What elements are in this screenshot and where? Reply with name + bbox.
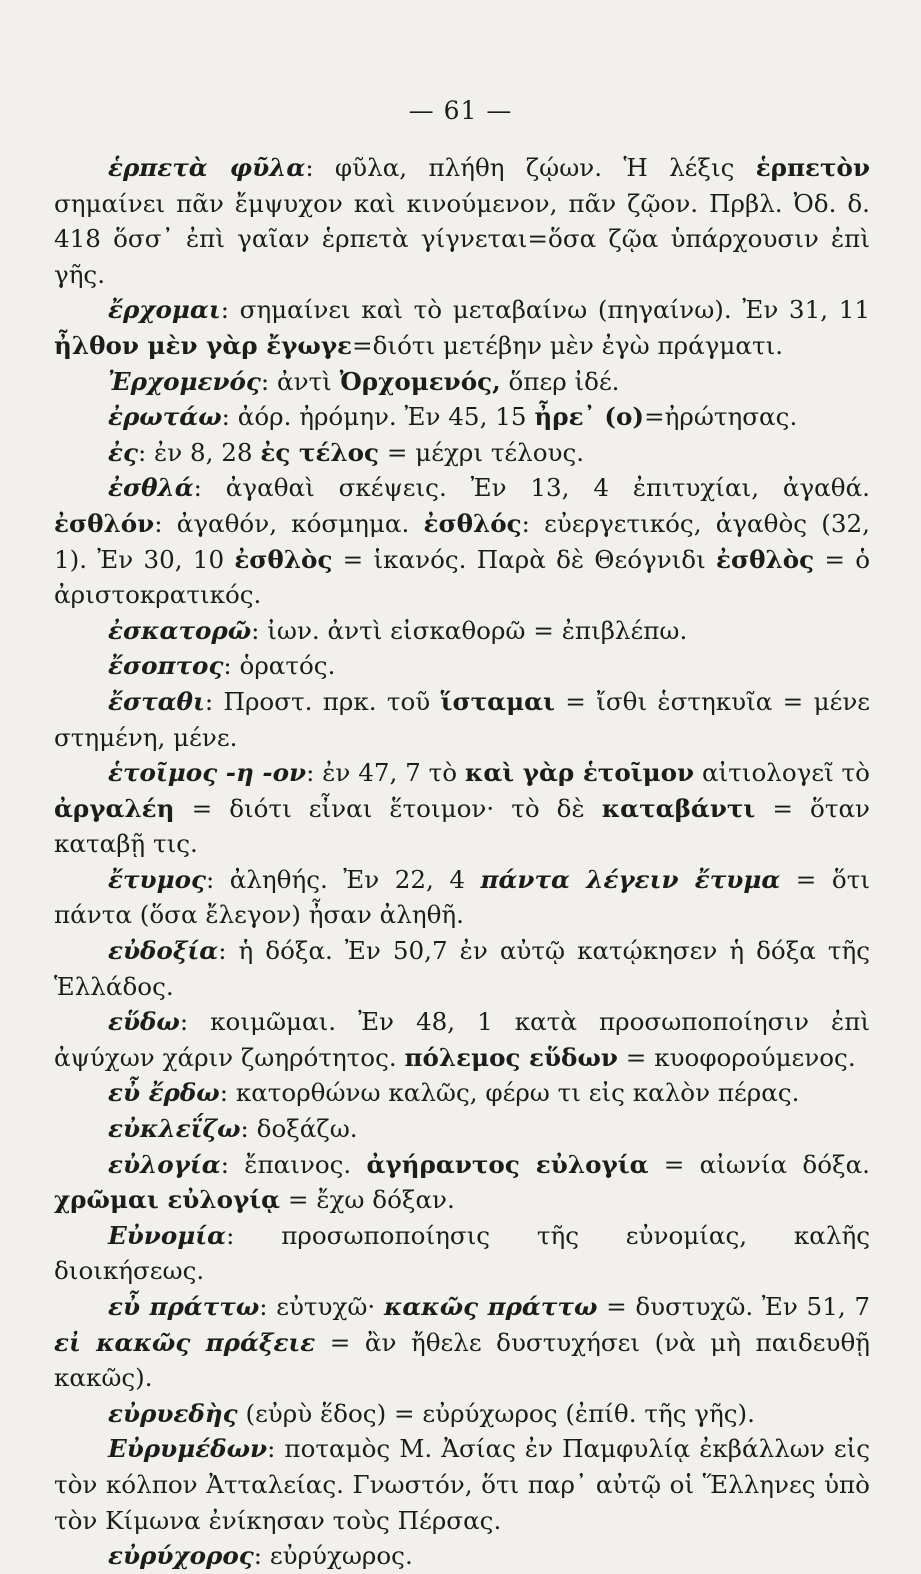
dictionary-entry <box>54 1111 870 1147</box>
entry-emphasis: ἐσθλόν <box>54 508 155 538</box>
dictionary-entry <box>54 1538 870 1574</box>
entry-text: ὅπερ ἰδέ. <box>500 366 620 396</box>
entry-headword: Εὐρυμέδων <box>108 1434 268 1464</box>
entry-text: : προσωποποίησις τῆς εὐνομίας, καλῆς διοικήσεως. <box>54 1220 870 1286</box>
entry-headword: Εὐνομία <box>108 1220 227 1250</box>
dictionary-entry <box>54 684 870 755</box>
entry-emphasis: πόλεμος εὕδων <box>404 1042 618 1072</box>
entry-headword: εὐλογία <box>108 1149 221 1179</box>
dictionary-entry <box>54 150 870 292</box>
entry-text: = ὁ ἀριστοκρατικός. <box>54 544 870 610</box>
entry-text: : δοξάζω. <box>240 1114 358 1144</box>
dictionary-entry <box>54 1004 870 1075</box>
entry-text: = ἂν ἤθελε δυστυχήσει (νὰ μὴ παιδευθῇ κακῶς). <box>54 1327 870 1393</box>
entry-text: : ὁρατός. <box>223 651 336 681</box>
entry-text: : ἐν 47, 7 τὸ <box>306 758 465 788</box>
entry-text: : ἐν 8, 28 <box>137 437 261 467</box>
entry-text: (εὐρὺ ἕδος) = εὐρύχωρος (ἐπίθ. τῆς γῆς). <box>237 1398 755 1428</box>
entry-emphasis: ἦρε᾽ (ο) <box>534 402 645 432</box>
dictionary-entry <box>54 648 870 684</box>
entry-emphasis: καταβάντι <box>601 793 756 823</box>
entry-emphasis: ἐς τέλος <box>260 437 380 467</box>
entry-headword: εὖ πράττω <box>108 1292 260 1321</box>
entry-text: = ἱκανός. Παρὰ δὲ Θεόγνιδι <box>332 544 716 574</box>
entry-headword: εὐρύχορος <box>108 1541 254 1571</box>
entry-emphasis: ἑρπετὸν <box>755 153 871 182</box>
entry-text: σημαίνει πᾶν ἔμψυχον καὶ κινούμενον, πᾶν ζῷον. Πρβλ. Ὀδ. δ. 418 ὅσσ᾽ ἐπὶ γαῖαν ἑρπετὰ γίγνεται=ὅσα ζῷα ὑπάρχουσιν ἐπὶ γῆς. <box>54 188 870 289</box>
entry-text: : ἰων. ἀντὶ εἰσκαθορῶ = ἐπιβλέπω. <box>251 615 688 645</box>
entry-emphasis: ἐσθλὸς <box>716 544 815 574</box>
entry-emphasis: πάντα λέγειν ἔτυμα <box>480 864 781 894</box>
entry-emphasis: χρῶμαι εὐλογίᾳ <box>54 1185 281 1215</box>
entry-text: : ποταμὸς Μ. Ἀσίας ἐν Παμφυλίᾳ ἐκβάλλων εἰς τὸν κόλπον Ἀτταλείας. Γνωστόν, ὅτι παρ᾽ αὐτῷ οἱ Ἕλληνες ὑπὸ τὸν Κίμωνα ἐνίκησαν τοὺς Πέρσας. <box>54 1434 870 1535</box>
dictionary-entry <box>54 1396 870 1432</box>
dictionary-body <box>54 150 870 1574</box>
entry-headword: ἔσταθι <box>108 686 205 716</box>
entry-headword: ἐσκατορῶ <box>108 615 252 645</box>
entry-text: : εὐτυχῶ· <box>259 1292 384 1321</box>
entry-headword: ἐς <box>108 437 138 467</box>
entry-emphasis: καὶ γὰρ ἑτοῖμον <box>464 758 695 788</box>
entry-text: = ὅταν καταβῇ τις. <box>54 793 870 859</box>
dictionary-entry <box>54 1218 870 1289</box>
entry-headword: ἐρωτάω <box>108 402 222 432</box>
entry-text: : ἀόρ. ἠρόμην. Ἐν 45, 15 <box>221 402 535 432</box>
dictionary-entry <box>54 470 870 612</box>
entry-text: = μέχρι τέλους. <box>379 437 585 467</box>
entry-text: : σημαίνει καὶ τὸ μεταβαίνω (πηγαίνω). Ἐν 31, 11 <box>220 295 870 325</box>
entry-headword: ἔρχομαι <box>108 295 221 325</box>
entry-emphasis: εἰ κακῶς πράξειε <box>54 1327 316 1357</box>
entry-text: : κατορθώνω καλῶς, φέρω τι εἰς καλὸν πέρας. <box>219 1078 800 1108</box>
entry-emphasis: κακῶς πράττω <box>383 1292 598 1321</box>
entry-emphasis: ἵσταμαι <box>440 686 555 716</box>
entry-text: : ἀληθής. Ἐν 22, 4 <box>205 864 481 894</box>
entry-headword: Ἐρχομενός <box>108 366 261 396</box>
page-number: — 61 — <box>408 96 513 125</box>
entry-emphasis: ἀγήραντος εὐλογία <box>366 1149 649 1179</box>
entry-text: = κυοφορούμενος. <box>617 1042 856 1072</box>
entry-text: : Προστ. πρκ. τοῦ <box>204 686 441 716</box>
entry-text: = ἔχω δόξαν. <box>280 1185 455 1215</box>
entry-headword: εὖ ἔρδω <box>108 1078 220 1108</box>
entry-text: : φῦλα, πλήθη ζῴων. Ἡ λέξις <box>305 153 756 182</box>
entry-text: : ἀγαθαὶ σκέψεις. Ἐν 13, 4 ἐπιτυχίαι, ἀγαθά. <box>193 473 870 503</box>
entry-text: : ἔπαινος. <box>220 1149 367 1179</box>
dictionary-entry <box>54 862 870 933</box>
entry-text: = ὅτι πάντα (ὅσα ἔλεγον) ἦσαν ἀληθῆ. <box>54 864 870 930</box>
dictionary-entry <box>54 1147 870 1218</box>
entry-text: : ἀντὶ <box>260 366 340 396</box>
entry-text: : ἡ δόξα. Ἐν 50,7 ἐν αὐτῷ κατῴκησεν ἡ δόξα τῆς Ἑλλάδος. <box>54 936 870 1001</box>
dictionary-entry <box>54 292 870 363</box>
entry-emphasis: Ὀρχομενός, <box>339 366 501 396</box>
entry-emphasis: ἦλθον μὲν γὰρ ἔγωγε <box>54 330 353 360</box>
entry-headword: ἔσοπτος <box>108 651 224 681</box>
entry-headword: ἔτυμος <box>108 864 206 894</box>
dictionary-entry <box>54 399 870 435</box>
entry-headword: εὐκλεΐζω <box>108 1114 241 1144</box>
entry-text: =διότι μετέβην μὲν ἐγὼ πράγματι. <box>352 330 784 360</box>
entry-headword: ἑρπετὰ φῦλα <box>108 153 306 182</box>
entry-text: : κοιμῶμαι. Ἐν 48, 1 κατὰ προσωποποίησιν ἐπὶ ἀψύχων χάριν ζωηρότητος. <box>54 1007 870 1072</box>
dictionary-entry <box>54 1075 870 1111</box>
dictionary-entry <box>54 613 870 649</box>
dictionary-entry <box>54 364 870 400</box>
entry-emphasis: ἐσθλὸς <box>234 544 333 574</box>
entry-emphasis: ἐσθλός <box>423 508 522 538</box>
entry-headword: εὕδω <box>108 1007 180 1037</box>
entry-text: : εὐρύχωρος. <box>253 1541 413 1571</box>
dictionary-entry <box>54 755 870 862</box>
entry-text: : ἀγαθόν, κόσμημα. <box>154 508 424 538</box>
entry-headword: εὐρυεδὴς <box>108 1398 238 1428</box>
dictionary-entry <box>54 1289 870 1396</box>
entry-emphasis: ἀργαλέη <box>54 793 175 823</box>
dictionary-entry <box>54 1431 870 1538</box>
entry-text: =ἠρώτησας. <box>644 402 798 432</box>
entry-text: : εὐεργετικός, ἀγαθὸς (32, 1). Ἐν 30, 10 <box>54 508 870 574</box>
entry-text: = ἴσθι ἑστηκυῖα = μένε στημένη, μένε. <box>54 686 871 752</box>
entry-headword: εὐδοξία <box>108 936 219 966</box>
entry-text: = αἰωνία δόξα. <box>648 1149 871 1179</box>
entry-text: = διότι εἶναι ἕτοιμον· τὸ δὲ <box>174 793 602 823</box>
dictionary-entry <box>54 933 870 1004</box>
entry-headword: ἑτοῖμος -η -ον <box>108 758 307 788</box>
entry-text: = δυστυχῶ. Ἐν 51, 7 <box>597 1292 871 1321</box>
entry-headword: ἐσθλά <box>108 473 194 503</box>
dictionary-entry <box>54 435 870 471</box>
entry-text: αἰτιολογεῖ τὸ <box>694 758 870 788</box>
